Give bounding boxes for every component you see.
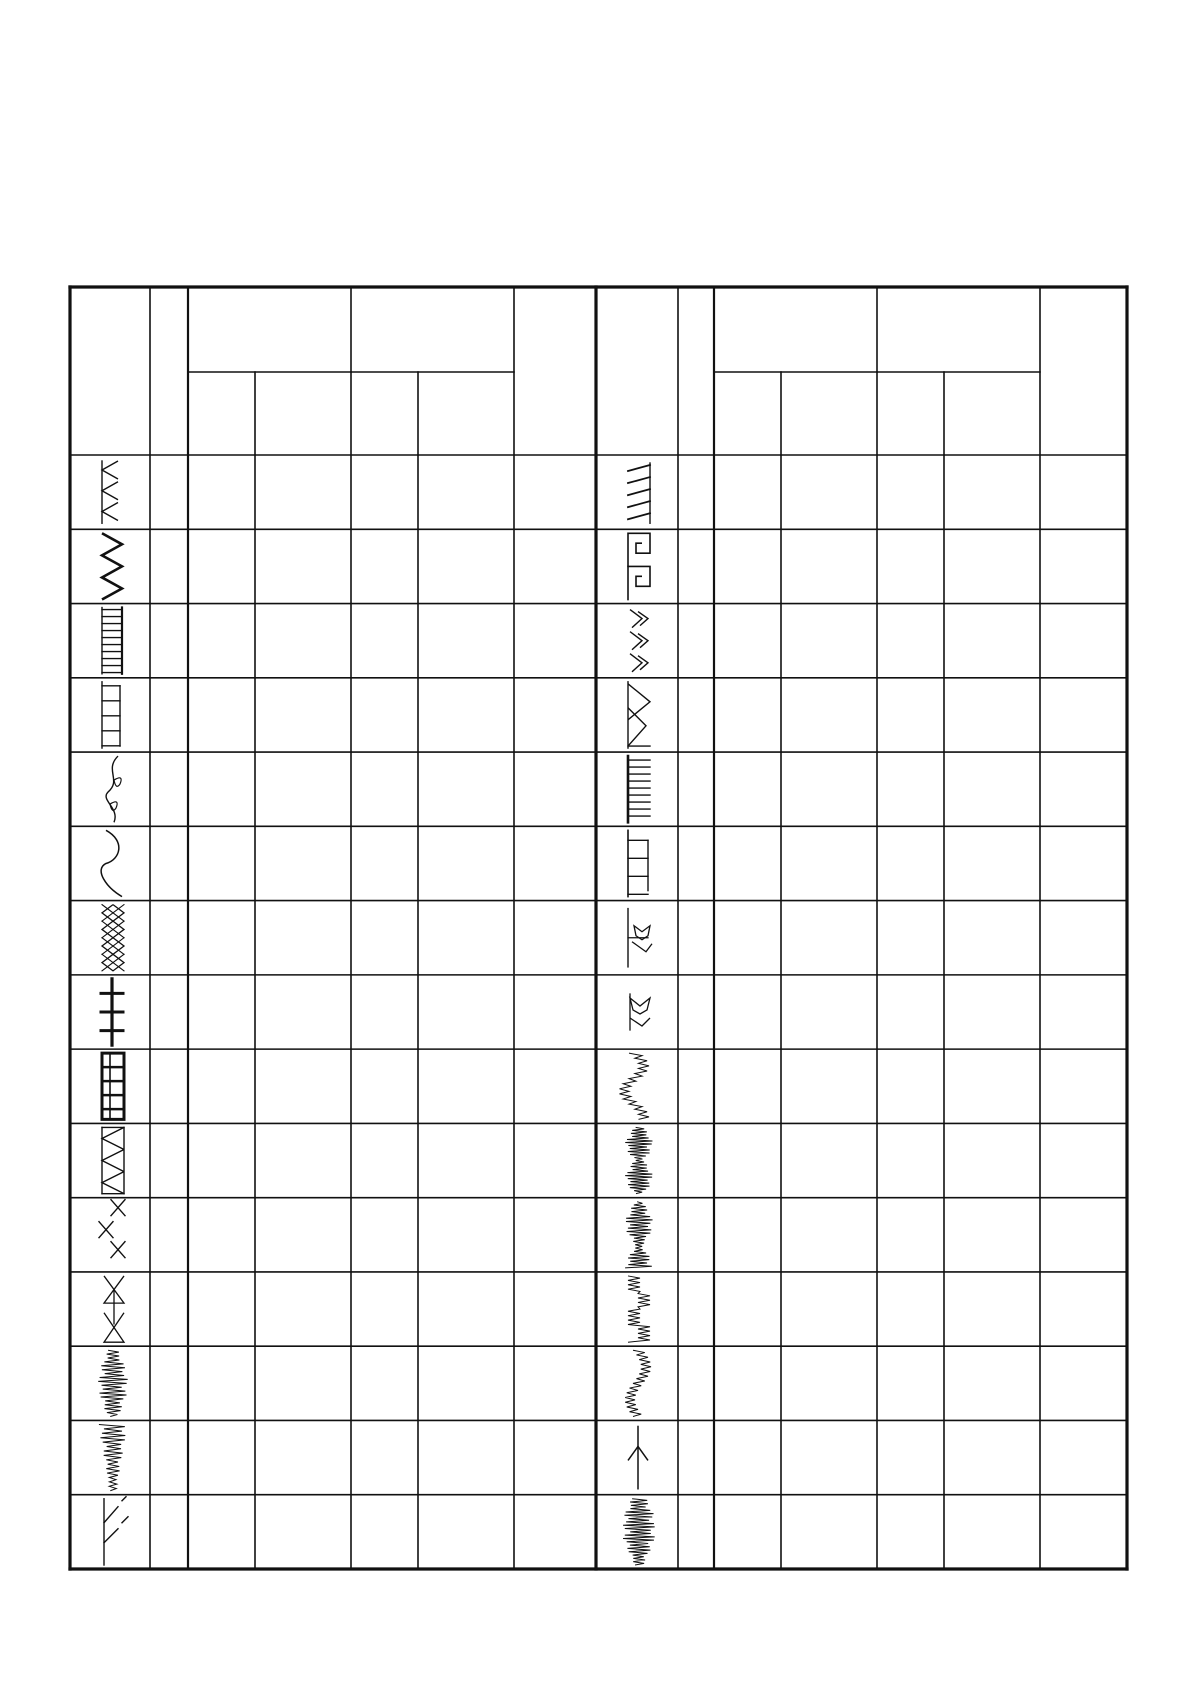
feather-dash-stitch-icon [104,1497,128,1565]
chevron-scroll-stitch-icon [630,610,648,672]
cross-x-stitch-icon [99,1200,125,1258]
cross-diamond-stitch-icon [102,905,124,971]
triangle-step-stitch-icon [628,682,650,748]
chart-grid [70,287,1127,1569]
satin-oval-stitch-icon [625,1127,652,1193]
satin-step-stitch-icon [619,1053,649,1119]
satin-diamond-stitch-icon [625,1202,652,1268]
satin-dense-zigzag-icon [98,1350,127,1416]
left-panel [70,287,596,1569]
bar-cross-stitch-icon [101,979,123,1045]
zigzag-stitch-icon [102,533,122,599]
blanket-stitch-icon [102,682,120,748]
comb-bar-stitch-icon [628,756,650,822]
arrowhead-stitch-icon [102,461,118,523]
satin-block-stitch-icon [628,1276,650,1342]
satin-taper-zigzag-icon [99,1424,125,1490]
right-panel [596,287,1127,1569]
flower-bud-stitch-icon [628,909,652,967]
hourglass-stitch-icon [104,1276,124,1342]
leaf-scroll-stitch-icon [106,756,121,822]
t-bar-stitch-icon [628,830,648,896]
satin-arrow-stitch-icon [623,1499,655,1565]
flower-bud-alt-stitch-icon [630,994,650,1030]
ladder-bar-stitch-icon [102,608,122,674]
greek-key-stitch-icon [628,533,650,599]
triangle-box-stitch-icon [102,1127,124,1193]
slant-bar-stitch-icon [628,463,650,523]
wave-stitch-icon [101,830,122,896]
arrow-branch-stitch-icon [628,1426,648,1488]
box-ladder-stitch-icon [102,1053,124,1119]
satin-wave-stitch-icon [625,1350,651,1416]
